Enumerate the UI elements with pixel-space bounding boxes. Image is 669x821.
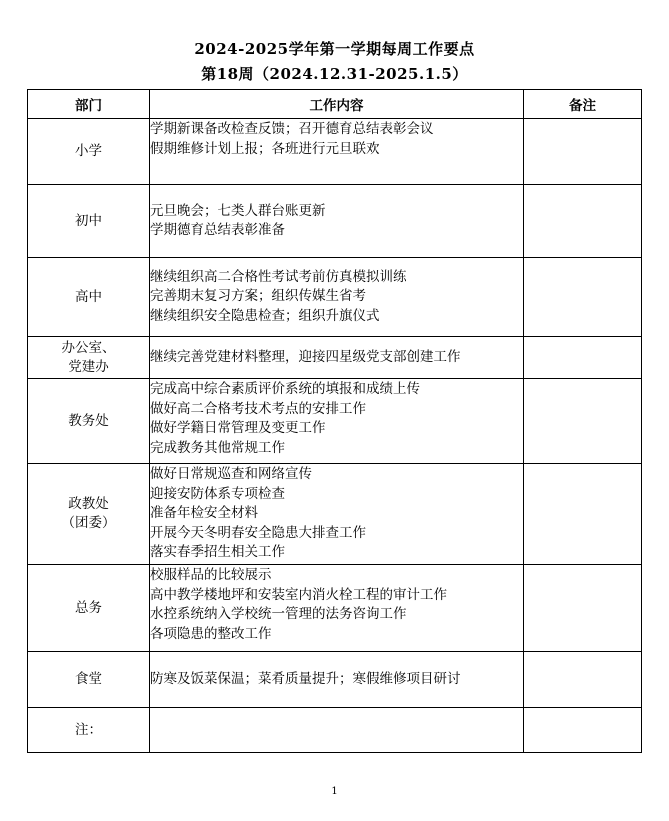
work-cell [150,464,524,565]
dept-label: 初中 [75,212,102,229]
note-cell [524,185,642,258]
work-item: 各项隐患的整改工作 [150,625,272,642]
row-junior [28,185,642,258]
dept-label: 小学 [75,143,102,159]
dept-cell [28,119,150,185]
page-number: 1 [331,786,338,797]
dept-cell [28,708,150,753]
work-item: 迎接安防体系专项检查 [150,485,285,502]
note-cell [524,708,642,753]
work-item: 继续组织高二合格性考试考前仿真模拟训练 [150,268,407,285]
work-cell [150,119,524,185]
note-cell [524,652,642,708]
dept-label: 总务 [75,599,102,616]
work-item: 假期维修计划上报；各班进行元旦联欢 [150,140,380,157]
dept-cell [28,337,150,379]
header-note: 备注 [524,90,642,119]
header-work: 工作内容 [150,90,524,119]
work-item: 做好日常规巡查和网络宣传 [150,466,312,482]
work-item: 做好学籍日常管理及变更工作 [150,420,326,436]
work-item: 学期德育总结表彰准备 [150,222,285,238]
dept-label: （团委） [61,515,116,531]
work-cell [150,708,524,753]
note-cell [524,565,642,652]
work-item: 落实春季招生相关工作 [150,544,285,560]
work-item: 完成高中综合素质评价系统的填报和成绩上传 [150,381,420,397]
row-senior [28,258,642,337]
work-item: 学期新课备改检查反馈；召开德育总结表彰会议 [150,121,434,137]
work-cell [150,379,524,464]
work-item: 继续完善党建材料整理，迎接四星级党支部创建工作 [150,348,461,365]
work-item: 准备年检安全材料 [150,505,258,521]
document-title: 2024-2025学年第一学期每周工作要点 [194,40,475,58]
dept-cell [28,652,150,708]
work-item: 水控系统纳入学校统一管理的法务咨询工作 [150,606,407,622]
dept-cell [28,565,150,652]
dept-label: 高中 [75,288,102,305]
row-remarks [28,708,642,753]
row-canteen [28,652,642,708]
week-subtitle: 第18周（2024.12.31-2025.1.5） [201,65,468,83]
work-item: 做好高二合格考技术考点的安排工作 [150,400,366,417]
work-cell [150,652,524,708]
work-cell [150,565,524,652]
work-item: 完成教务其他常规工作 [150,439,285,456]
dept-label: 政教处 [68,496,109,512]
dept-label: 食堂 [75,671,102,687]
row-office [28,337,642,379]
note-cell [524,119,642,185]
work-cell [150,337,524,379]
row-academic-affairs [28,379,642,464]
work-item: 高中教学楼地坪和安装室内消火栓工程的审计工作 [150,586,447,603]
header-dept: 部门 [28,90,150,119]
weekly-plan-table [27,89,642,753]
dept-label: 党建办 [68,358,109,375]
note-cell [524,379,642,464]
work-item: 元旦晚会；七类人群台账更新 [150,202,326,219]
dept-cell [28,379,150,464]
dept-cell [28,258,150,337]
dept-label: 办公室、 [61,339,116,356]
remarks-label: 注： [75,721,102,738]
work-item: 开展今天冬明春安全隐患大排查工作 [150,524,366,541]
dept-label: 教务处 [68,412,109,429]
dept-cell [28,464,150,565]
work-item: 校服样品的比较展示 [150,567,272,583]
work-cell [150,185,524,258]
row-general-affairs [28,565,642,652]
note-cell [524,464,642,565]
work-item: 防寒及饭菜保温；菜肴质量提升；寒假维修项目研讨 [150,670,461,687]
header-row [28,90,642,119]
row-political-education [28,464,642,565]
note-cell [524,258,642,337]
row-primary [28,119,642,185]
work-cell [150,258,524,337]
dept-cell [28,185,150,258]
note-cell [524,337,642,379]
work-item: 继续组织安全隐患检查；组织升旗仪式 [150,307,380,324]
work-item: 完善期末复习方案；组织传媒生省考 [150,288,366,305]
